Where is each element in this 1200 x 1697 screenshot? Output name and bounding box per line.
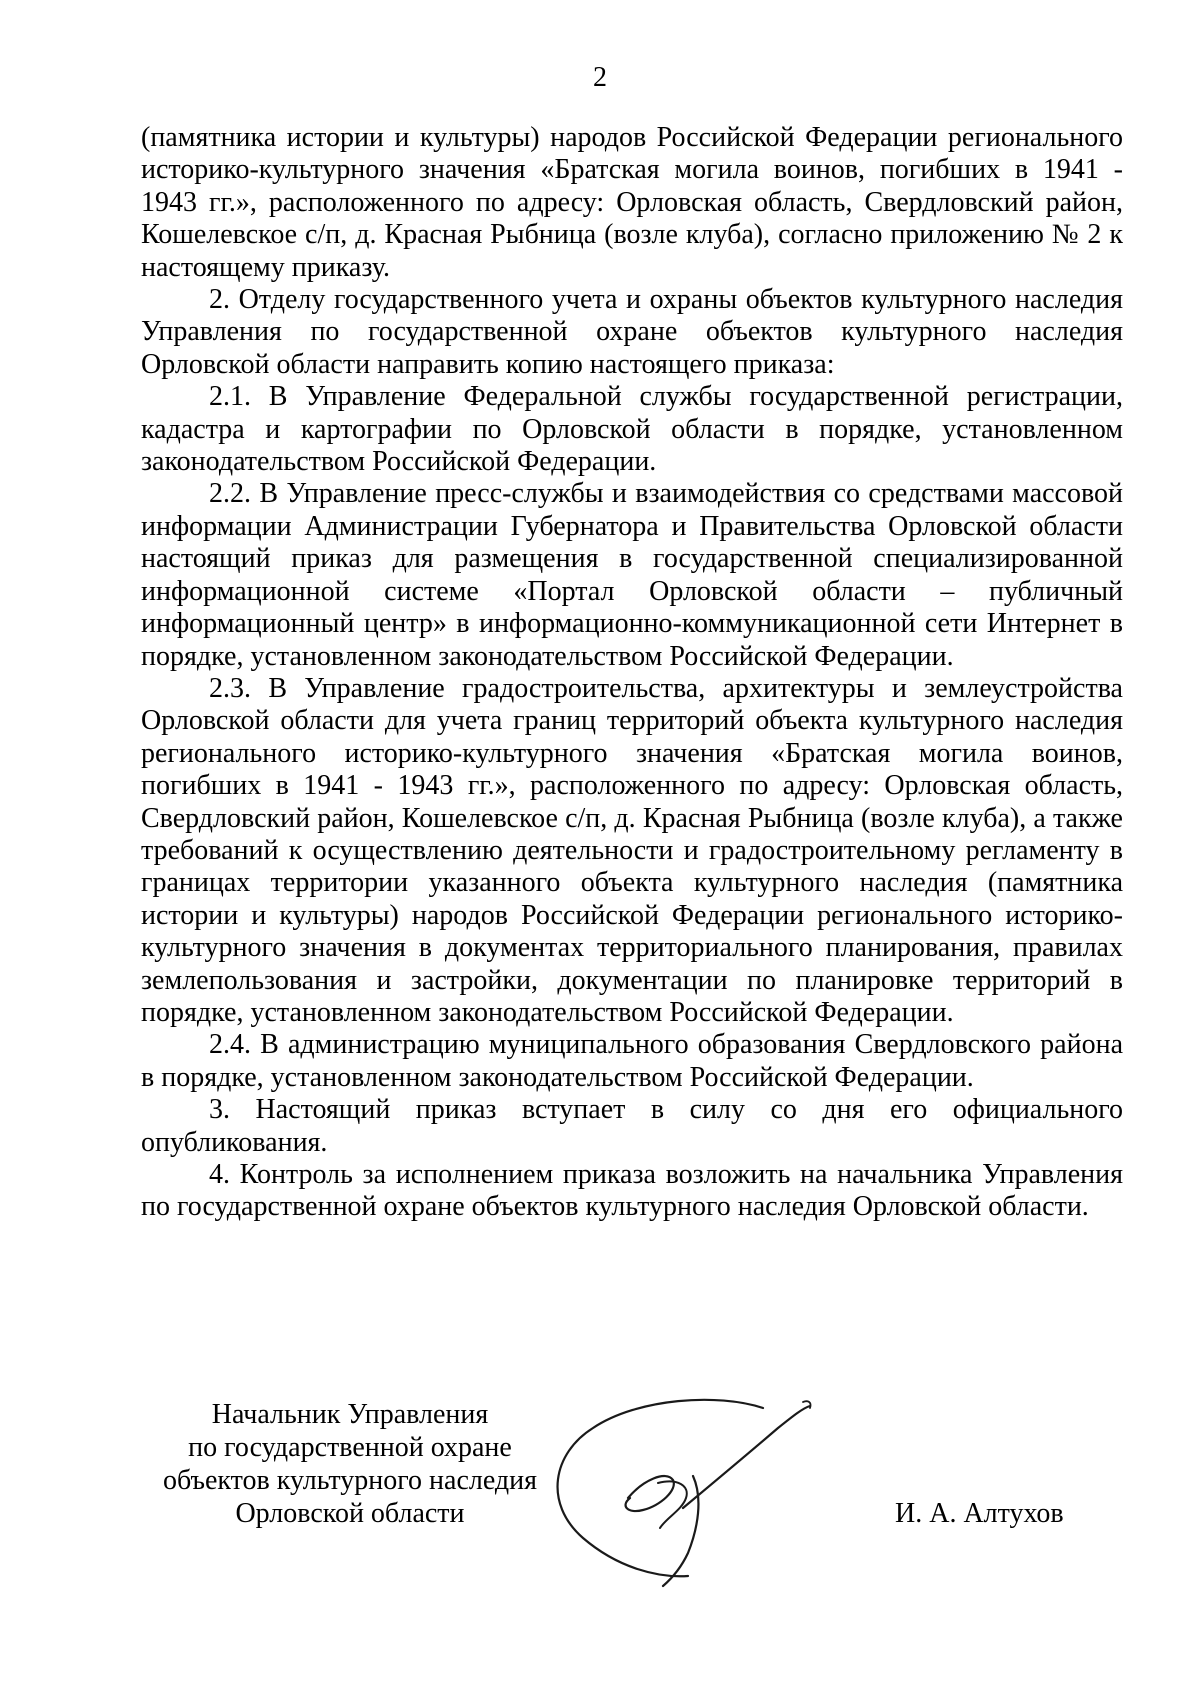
signature-title-line: по государственной охране [188, 1432, 512, 1463]
paragraph-item-4: 4. Контроль за исполнением приказа возложить на начальника Управления по государственной охране объектов культурного наследия Орловской области. [141, 1159, 1123, 1223]
paragraph-item-2-2: 2.2. В Управление пресс-службы и взаимодействия со средствами массовой информации Администрации Губернатора и Правительства Орловской области настоящий приказ для размещения в государственной специализированной информационной системе «Портал Орловской области – публичный информационный центр» в информационно-коммуникационной сети Интернет в порядке, установленном законодательством Российской Федерации. [141, 478, 1123, 672]
paragraph-continuation: (памятника истории и культуры) народов Российской Федерации регионального историко-культурного значения «Братская могила воинов, погибших в 1941 - 1943 гг.», расположенного по адресу: Орловская область, Свердловский район, Кошелевское с/п, д. Красная Рыбница (возле клуба), согласно приложению № 2 к настоящему приказу. [141, 122, 1123, 283]
paragraph-item-2: 2. Отделу государственного учета и охраны объектов культурного наследия Управления по государственной охране объектов культурного наследия Орловской области направить копию настоящего приказа: [141, 284, 1123, 380]
signature-title-line: объектов культурного наследия [162, 1465, 538, 1496]
paragraph-item-2-3: 2.3. В Управление градостроительства, архитектуры и землеустройства Орловской области для учета границ территорий объекта культурного наследия регионального историко-культурного значения «Братская могила воинов, погибших в 1941 - 1943 гг.», расположенного по адресу: Орловская область, Свердловский район, Кошелевское с/п, д. Красная Рыбница (возле клуба), а также требований к осуществлению деятельности и градостроительному регламенту в границах территории указанного объекта культурного наследия (памятника истории и культуры) народов Российской Федерации регионального историко-культурного значения в документах территориального планирования, правилах землепользования и застройки, документации по планировке территорий в порядке, установленном законодательством Российской Федерации. [141, 672, 1123, 1028]
signature-title-line: Начальник Управления [211, 1399, 489, 1430]
page-number: 2 [593, 62, 607, 93]
document-body [141, 122, 1123, 1224]
handwritten-signature [548, 1388, 838, 1588]
signature-title-line: Орловской области [235, 1498, 465, 1529]
signature-title-block [140, 1398, 560, 1530]
paragraph-item-2-1: 2.1. В Управление Федеральной службы государственной регистрации, кадастра и картографии по Орловской области в порядке, установленном законодательством Российской Федерации. [141, 381, 1123, 478]
signer-name: И. А. Алтухов [895, 1498, 1064, 1529]
paragraph-item-3: 3. Настоящий приказ вступает в силу со дня его официального опубликования. [141, 1094, 1123, 1158]
paragraph-item-2-4: 2.4. В администрацию муниципального образования Свердловского района в порядке, установленном законодательством Российской Федерации. [141, 1029, 1123, 1093]
